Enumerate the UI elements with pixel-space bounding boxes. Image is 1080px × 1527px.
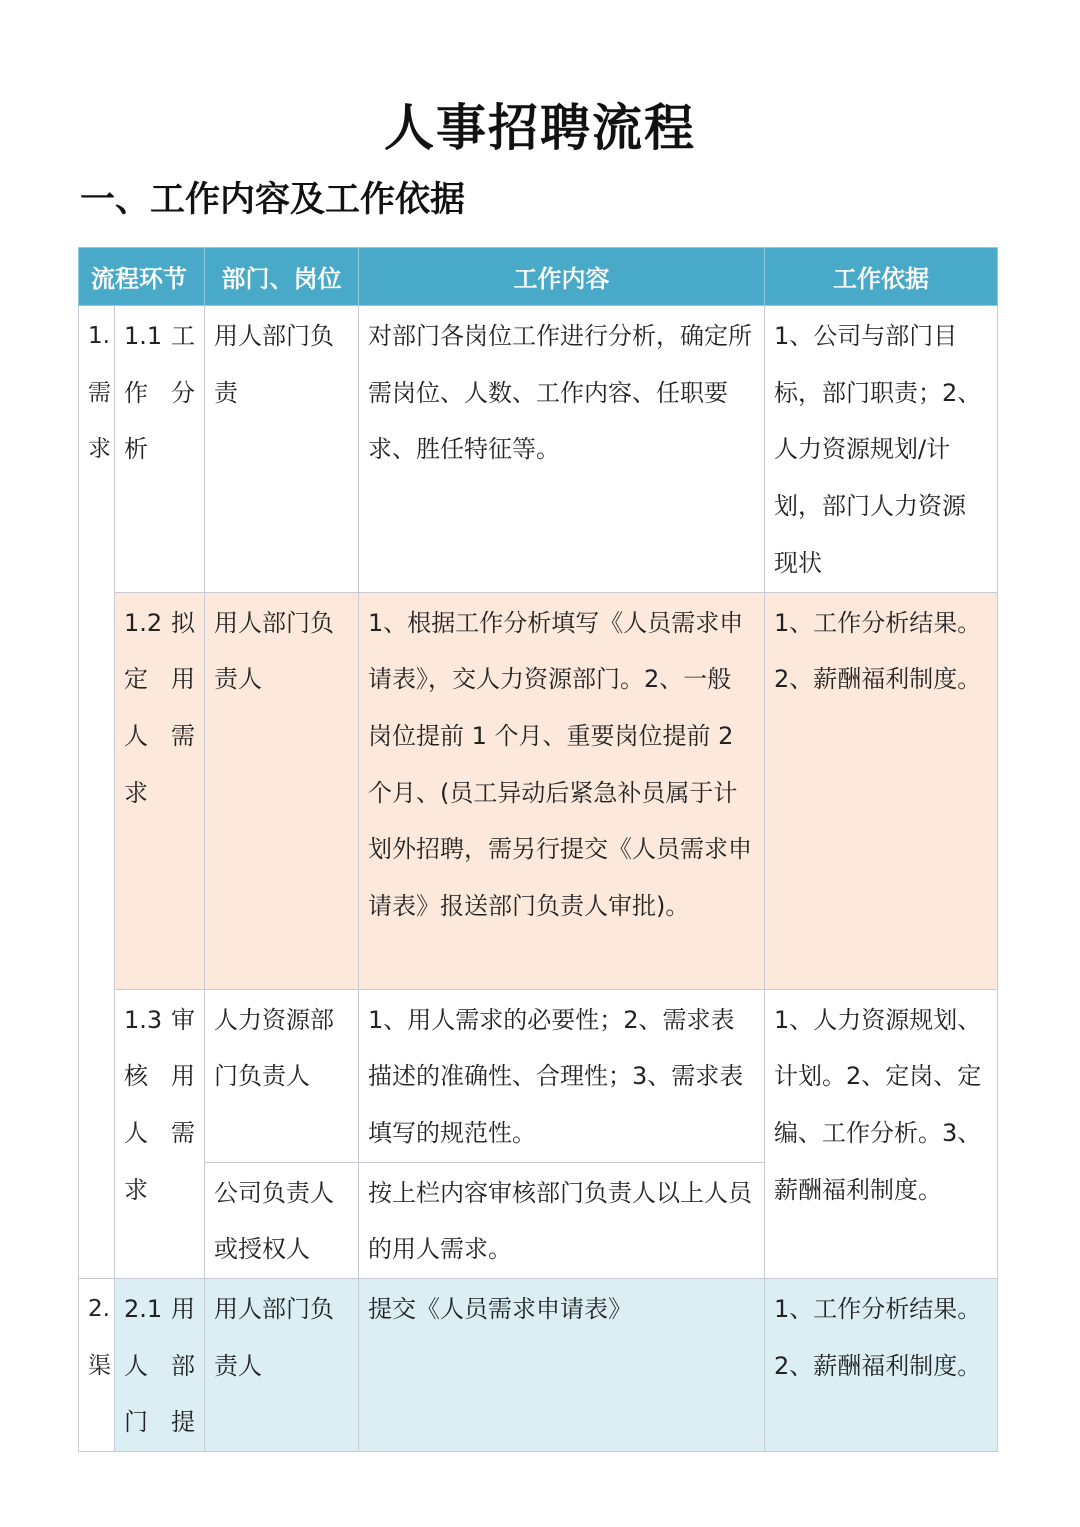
table-header-row: [79, 248, 998, 306]
table-row: [79, 1279, 998, 1452]
dept-text: 用人部门负责人: [214, 1295, 334, 1380]
recruitment-flow-table: [78, 247, 998, 1452]
table-row: [79, 306, 998, 593]
header-content: 工作内容: [359, 248, 765, 306]
basis-text: 1、工作分析结果。2、薪酬福利制度。: [774, 1295, 982, 1380]
stage-label: 2.渠: [88, 1296, 111, 1379]
dept-text: 人力资源部门负责人: [214, 1005, 334, 1091]
step-label: 2.1 用人部门提: [124, 1295, 195, 1437]
basis-text: 1、人力资源规划、计划。2、定岗、定编、工作分析。3、薪酬福利制度。: [774, 1005, 982, 1204]
dept-text: 用人部门负责: [214, 322, 334, 407]
table-row: [79, 989, 998, 1162]
section-heading: 一、工作内容及工作依据: [80, 180, 466, 220]
stage-label: 1.需求: [88, 323, 111, 463]
stage-cell-demand: [79, 306, 115, 1279]
header-stage: 流程环节: [79, 248, 205, 306]
content-text: 1、用人需求的必要性；2、需求表描述的准确性、合理性；3、需求表填写的规范性。: [368, 1005, 744, 1147]
content-text: 提交《人员需求申请表》: [368, 1295, 632, 1324]
basis-text: 1、工作分析结果。2、薪酬福利制度。: [774, 608, 982, 694]
dept-text: 公司负责人或授权人: [214, 1178, 334, 1264]
step-label: 1.3 审核用人需求: [124, 1005, 195, 1204]
header-basis: 工作依据: [765, 248, 998, 306]
document-title: 人事招聘流程: [384, 99, 696, 157]
content-text: 1、根据工作分析填写《人员需求申请表》，交人力资源部门。2、一般岗位提前 1 个月、重要岗位提前 2 个月、(员工异动后紧急补员属于计划外招聘，需另行提交《人员需求申请表》报送部门负责人审批)。: [368, 608, 752, 921]
content-text: 按上栏内容审核部门负责人以上人员的用人需求。: [368, 1178, 752, 1264]
step-label: 1.1 工作分析: [124, 322, 195, 464]
dept-text: 用人部门负责人: [214, 608, 334, 694]
step-label: 1.2 拟定用人需求: [124, 608, 195, 807]
table-row: [79, 592, 998, 989]
header-dept: 部门、岗位: [205, 248, 359, 306]
basis-text: 1、公司与部门目标，部门职责；2、人力资源规划/计划，部门人力资源现状: [774, 322, 982, 577]
content-text: 对部门各岗位工作进行分析，确定所需岗位、人数、工作内容、任职要求、胜任特征等。: [368, 322, 752, 464]
